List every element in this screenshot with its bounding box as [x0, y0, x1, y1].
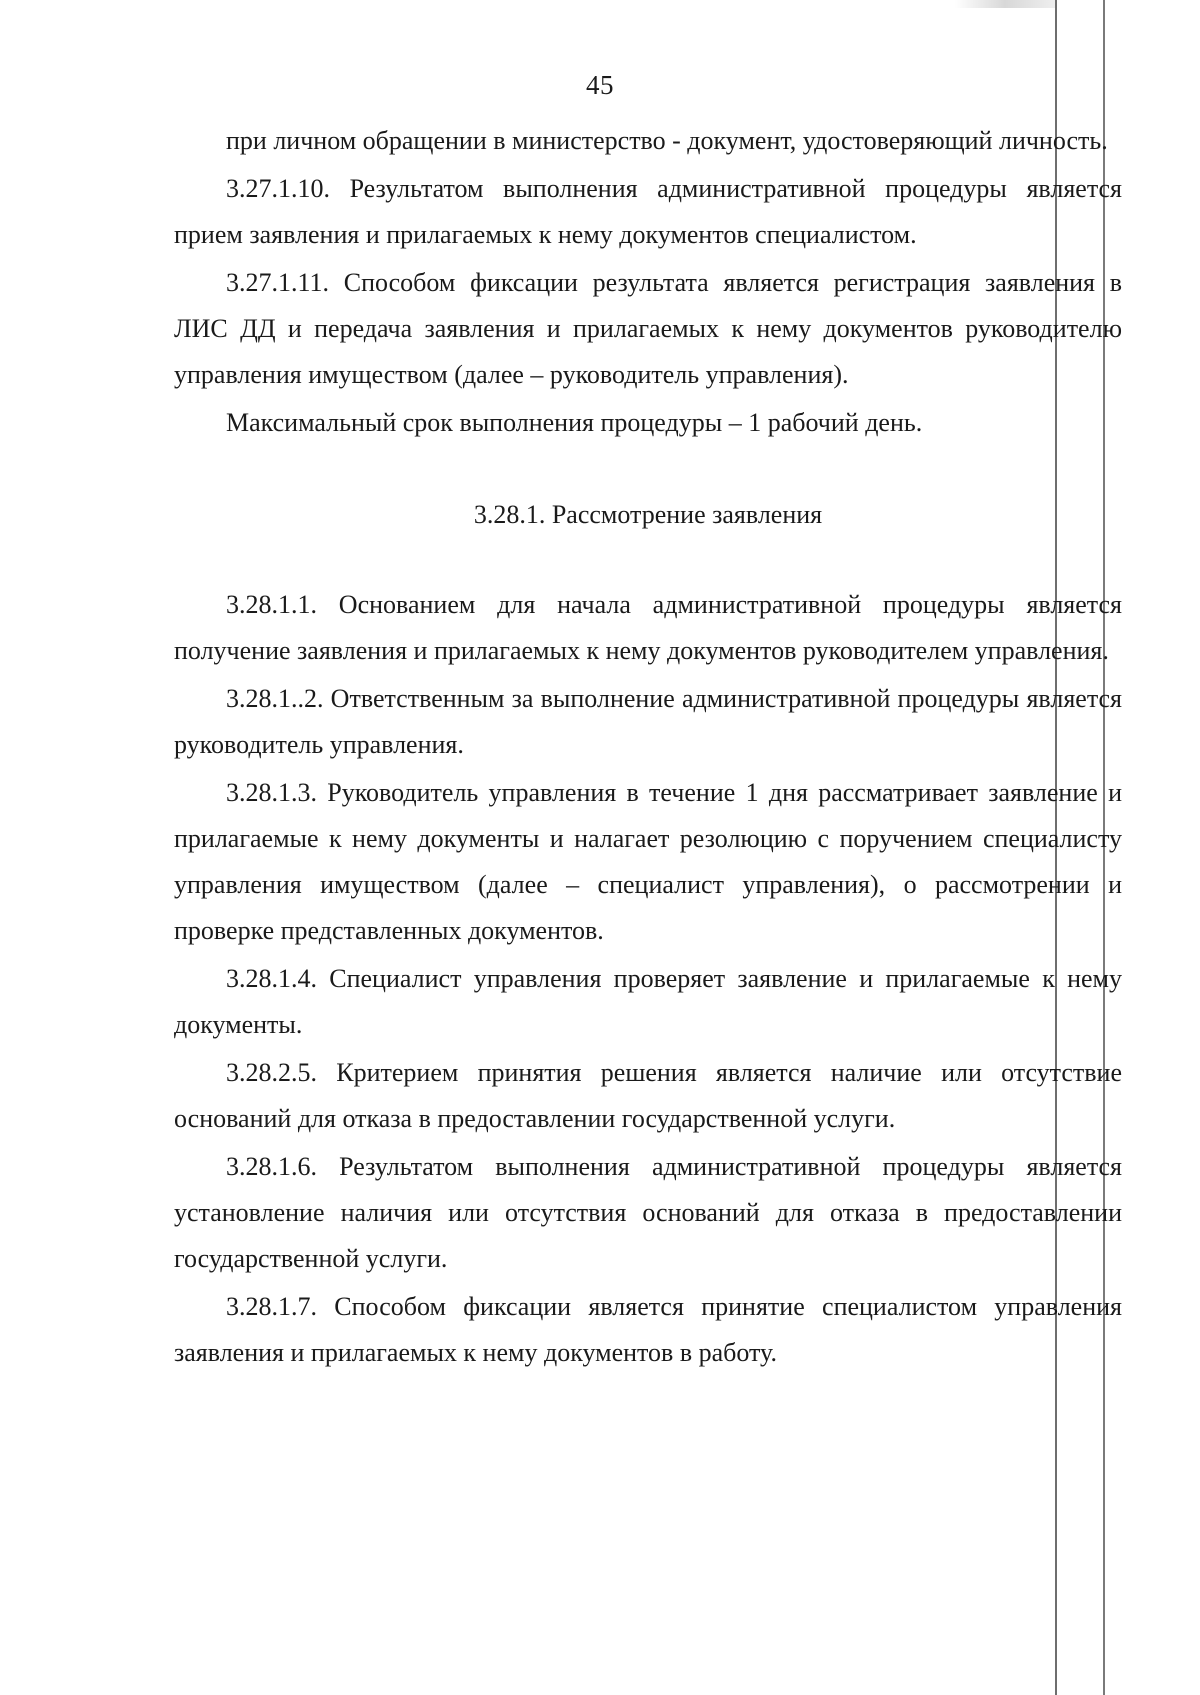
paragraph: 3.27.1.11. Способом фиксации результата является регистрация заявления в ЛИС ДД и передача заявления и прилагаемых к нему документов руководителю управления имуществом (далее – руководитель управления).	[174, 268, 1122, 389]
page-number: 45	[586, 70, 614, 100]
paragraph: 3.27.1.10. Результатом выполнения административной процедуры является прием заявления и прилагаемых к нему документов специалистом.	[174, 174, 1122, 249]
paragraph: 3.28.1..2. Ответственным за выполнение административной процедуры является руководитель управления.	[174, 684, 1122, 759]
paragraph: 3.28.1.6. Результатом выполнения административной процедуры является установление наличия или отсутствия оснований для отказа в предоставлении государственной услуги.	[174, 1152, 1122, 1273]
paragraph: 3.28.2.5. Критерием принятия решения является наличие или отсутствие оснований для отказа в предоставлении государственной услуги.	[174, 1058, 1122, 1133]
paragraph: 3.28.1.4. Специалист управления проверяет заявление и прилагаемые к нему документы.	[174, 964, 1122, 1039]
paragraph: 3.28.1.7. Способом фиксации является принятие специалистом управления заявления и прилагаемых к нему документов в работу.	[174, 1292, 1122, 1367]
paragraph: при личном обращении в министерство - документ, удостоверяющий личность.	[226, 126, 1108, 155]
paragraph: Максимальный срок выполнения процедуры – 1 рабочий день.	[226, 408, 923, 437]
body-text	[174, 118, 1122, 1378]
scan-smudge	[955, 0, 1055, 8]
paragraph: 3.28.1.1. Основанием для начала административной процедуры является получение заявления и прилагаемых к нему документов руководителем управления.	[174, 590, 1122, 665]
paragraph: 3.28.1.3. Руководитель управления в течение 1 дня рассматривает заявление и прилагаемые к нему документы и налагает резолюцию с поручением специалисту управления имуществом (далее – специалист управления), о рассмотрении и проверке представленных документов.	[174, 778, 1122, 945]
section-heading: 3.28.1. Рассмотрение заявления	[473, 500, 823, 529]
